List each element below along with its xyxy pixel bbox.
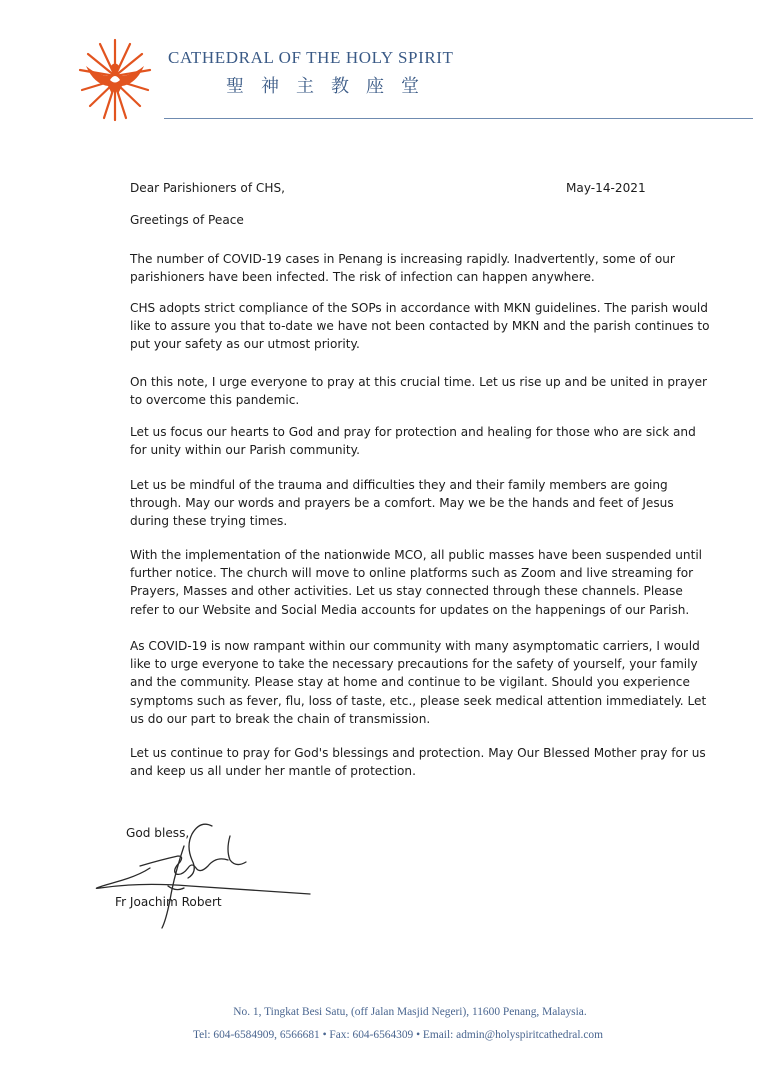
- letter-date: May-14-2021: [566, 181, 646, 195]
- signature-scribble: [80, 816, 320, 936]
- header-divider: [164, 118, 753, 119]
- closing: God bless,: [126, 826, 190, 840]
- greeting: Greetings of Peace: [130, 213, 244, 227]
- paragraph-8: Let us continue to pray for God's blessings and protection. May Our Blessed Mother pray for us and keep us all under her mantle of protection.: [130, 746, 706, 779]
- footer-address: No. 1, Tingkat Besi Satu, (off Jalan Masjid Negeri), 11600 Penang, Malaysia.: [233, 1006, 587, 1018]
- paragraph-1: The number of COVID-19 cases in Penang is increasing rapidly. Inadvertently, some of our parishioners have been infected. The risk of infection can happen anywhere.: [130, 252, 675, 285]
- paragraph-6: With the implementation of the nationwide MCO, all public masses have been suspended until further notice. The church will move to online platforms such as Zoom and live streaming for Prayers, Masses and other activities. Let us stay connected through these channels. Please refer to our Website and Social Media accounts for updates on the happenings of our Parish.: [130, 548, 703, 617]
- paragraph-3: On this note, I urge everyone to pray at this crucial time. Let us rise up and be united in prayer to overcome this pandemic.: [130, 375, 707, 408]
- church-name-chinese: 聖神主教座堂: [226, 76, 436, 97]
- footer-contacts: Tel: 604-6584909, 6566681 • Fax: 604-6564309 • Email: admin@holyspiritcathedral.com: [193, 1029, 603, 1041]
- paragraph-7: As COVID-19 is now rampant within our community with many asymptomatic carriers, I would like to urge everyone to take the necessary precautions for the safety of yourself, your family and the community. Please stay at home and continue to be vigilant. Should you experience symptoms such as fever, flu, loss of taste, etc., please seek medical attention immediately. Let us do our part to break the chain of transmission.: [130, 639, 707, 726]
- church-name: CATHEDRAL OF THE HOLY SPIRIT: [168, 48, 454, 67]
- dove-sunburst-icon: [76, 36, 154, 122]
- signer-name: Fr Joachim Robert: [115, 895, 222, 909]
- paragraph-5: Let us be mindful of the trauma and difficulties they and their family members are going through. May our words and prayers be a comfort. May we be the hands and feet of Jesus during these trying times.: [130, 478, 674, 529]
- paragraph-2: CHS adopts strict compliance of the SOPs in accordance with MKN guidelines. The parish would like to assure you that to-date we have not been contacted by MKN and the parish continues to put your safety as our utmost priority.: [130, 301, 710, 352]
- paragraph-4: Let us focus our hearts to God and pray for protection and healing for those who are sick and for unity within our Parish community.: [130, 425, 696, 458]
- salutation: Dear Parishioners of CHS,: [130, 181, 285, 195]
